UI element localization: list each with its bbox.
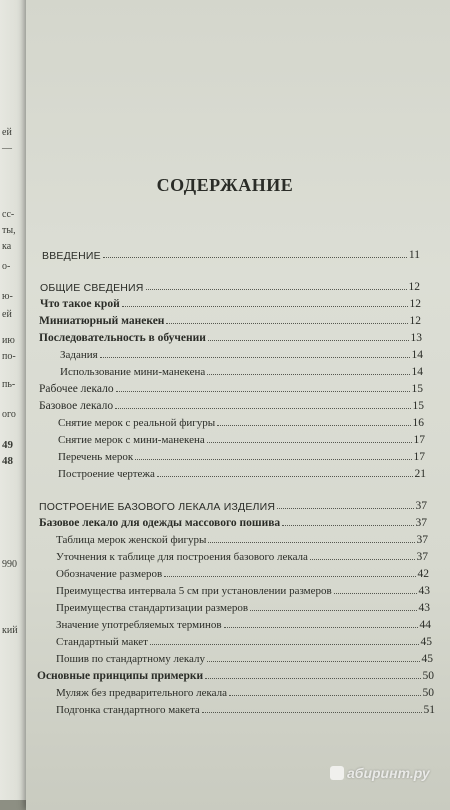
toc-entry-page: 42 bbox=[417, 567, 429, 580]
dot-leader bbox=[122, 306, 408, 307]
toc-entry-label: Снятие мерок с реальной фигуры bbox=[58, 417, 216, 429]
toc-entry bbox=[39, 397, 424, 412]
dot-leader bbox=[202, 712, 422, 713]
dot-leader bbox=[146, 289, 407, 290]
toc-entry bbox=[58, 448, 425, 463]
toc-entry-page: 45 bbox=[421, 652, 433, 665]
toc-entry-page: 13 bbox=[410, 331, 422, 344]
toc-entry bbox=[40, 295, 421, 310]
dot-leader bbox=[166, 323, 407, 324]
toc-entry-page: 16 bbox=[412, 416, 424, 429]
toc-entry bbox=[39, 514, 427, 529]
toc-entry-page: 15 bbox=[412, 399, 424, 412]
dot-leader bbox=[207, 661, 419, 662]
toc-entry-label: Базовое лекало bbox=[39, 399, 114, 412]
toc-entry-label: Построение чертежа bbox=[58, 468, 155, 480]
toc-entry bbox=[39, 329, 422, 344]
toc-entry bbox=[56, 565, 429, 580]
toc-entry bbox=[56, 633, 432, 648]
toc-entry-page: 45 bbox=[420, 635, 432, 648]
dot-leader bbox=[103, 257, 407, 258]
toc-entry-label: ВВЕДЕНИЕ bbox=[42, 249, 101, 262]
toc-entry bbox=[56, 616, 431, 631]
dot-leader bbox=[164, 576, 415, 577]
toc-entry bbox=[37, 667, 434, 682]
toc-entry-label: Преимущества интервала 5 см при установлении размеров bbox=[56, 585, 332, 597]
dot-leader bbox=[229, 695, 421, 696]
dot-leader bbox=[157, 476, 413, 477]
toc-entry bbox=[58, 414, 424, 429]
dot-leader bbox=[224, 627, 418, 628]
toc-entry bbox=[60, 346, 423, 361]
toc-entry-page: 11 bbox=[408, 248, 420, 261]
watermark-text: абиринт.ру bbox=[347, 765, 430, 781]
toc-entry-page: 37 bbox=[416, 533, 428, 546]
toc-entry-label: Последовательность в обучении bbox=[39, 331, 206, 344]
toc-entry bbox=[40, 278, 420, 293]
toc-entry bbox=[58, 465, 426, 480]
toc-entry-label: Основные принципы примерки bbox=[37, 669, 204, 682]
dot-leader bbox=[250, 610, 416, 611]
side-fragment: о- bbox=[2, 261, 11, 272]
toc-entry-label: ПОСТРОЕНИЕ БАЗОВОГО ЛЕКАЛА ИЗДЕЛИЯ bbox=[39, 500, 276, 513]
toc-entry-label: Таблица мерок женской фигуры bbox=[56, 534, 207, 546]
dot-leader bbox=[208, 340, 409, 341]
toc-entry-page: 37 bbox=[416, 550, 428, 563]
side-fragment: пь- bbox=[2, 379, 16, 390]
side-fragment: ей bbox=[2, 309, 12, 320]
toc-entry-label: Стандартный макет bbox=[56, 636, 148, 648]
toc-entry-label: ОБЩИЕ СВЕДЕНИЯ bbox=[40, 281, 144, 294]
toc-entry bbox=[56, 582, 430, 597]
dot-leader bbox=[116, 391, 410, 392]
toc-entry-label: Задания bbox=[60, 349, 98, 361]
toc-entry-label: Значение употребляемых терминов bbox=[56, 619, 222, 631]
toc-entry bbox=[58, 431, 425, 446]
dot-leader bbox=[205, 678, 420, 679]
dot-leader bbox=[207, 442, 412, 443]
toc-entry-label: Миниатюрный манекен bbox=[39, 314, 165, 327]
toc-entry-page: 17 bbox=[413, 433, 425, 446]
side-fragment: 49 bbox=[2, 439, 13, 451]
toc-entry bbox=[39, 497, 427, 512]
toc-entry-page: 37 bbox=[415, 516, 427, 529]
toc-entry bbox=[56, 701, 435, 716]
toc-entry-page: 37 bbox=[415, 499, 427, 512]
toc-entry-label: Обозначение размеров bbox=[56, 568, 163, 580]
toc-entry-page: 12 bbox=[409, 297, 421, 310]
toc-entry-page: 43 bbox=[418, 584, 430, 597]
dot-leader bbox=[277, 508, 413, 509]
dot-leader bbox=[217, 425, 410, 426]
side-fragment: по- bbox=[2, 351, 16, 362]
toc-entry bbox=[56, 650, 433, 665]
toc-entry-label: Использование мини-манекена bbox=[60, 366, 206, 378]
dot-leader bbox=[208, 542, 414, 543]
toc-entry-label: Перечень мерок bbox=[58, 451, 134, 463]
side-fragment: 48 bbox=[2, 455, 13, 467]
toc-entry-page: 44 bbox=[419, 618, 431, 631]
toc-entry-page: 51 bbox=[423, 703, 435, 716]
labirint-logo-icon bbox=[330, 766, 344, 780]
side-fragment: — bbox=[2, 143, 12, 154]
dot-leader bbox=[100, 357, 410, 358]
toc-entry-label: Базовое лекало для одежды массового пошива bbox=[39, 516, 281, 529]
toc-entry-label: Пошив по стандартному лекалу bbox=[56, 653, 206, 665]
watermark bbox=[330, 765, 430, 781]
toc-entry-label: Снятие мерок с мини-манекена bbox=[58, 434, 205, 446]
side-fragment: ей bbox=[2, 127, 12, 138]
side-fragment: сс- bbox=[2, 209, 15, 220]
page-title: СОДЕРЖАНИЕ bbox=[156, 175, 294, 195]
dot-leader bbox=[115, 408, 410, 409]
side-fragment: ка bbox=[2, 241, 12, 252]
dot-leader bbox=[135, 459, 411, 460]
toc-entry-page: 12 bbox=[408, 280, 420, 293]
dot-leader bbox=[334, 593, 417, 594]
side-fragment: 990 bbox=[2, 559, 17, 570]
toc-entry-label: Преимущества стандартизации размеров bbox=[56, 602, 249, 614]
toc-entry-page: 15 bbox=[411, 382, 423, 395]
toc-entry-page: 50 bbox=[422, 686, 434, 699]
toc-entry-page: 17 bbox=[413, 450, 425, 463]
toc-entry-page: 12 bbox=[409, 314, 421, 327]
toc-entry-label: Муляж без предварительного лекала bbox=[56, 687, 227, 699]
toc-entry-label: Рабочее лекало bbox=[39, 382, 114, 395]
toc-entry bbox=[39, 312, 421, 327]
toc-entry-page: 50 bbox=[422, 669, 434, 682]
toc-entry bbox=[42, 246, 420, 261]
side-fragment: ого bbox=[2, 409, 16, 420]
toc-entry bbox=[56, 684, 434, 699]
dot-leader bbox=[282, 525, 413, 526]
toc-entry-page: 14 bbox=[411, 348, 423, 361]
toc-entry bbox=[56, 531, 428, 546]
toc-entry-label: Подгонка стандартного макета bbox=[56, 704, 200, 716]
dot-leader bbox=[150, 644, 419, 645]
toc-entry bbox=[56, 599, 430, 614]
toc-entry-page: 14 bbox=[411, 365, 423, 378]
toc-entry bbox=[39, 380, 423, 395]
toc-entry bbox=[60, 363, 423, 378]
side-fragment: ию bbox=[2, 335, 15, 346]
toc-entry-page: 21 bbox=[414, 467, 426, 480]
toc-entry-label: Что такое крой bbox=[40, 297, 120, 310]
toc-entry-label: Уточнения к таблице для построения базового лекала bbox=[56, 551, 308, 563]
dot-leader bbox=[310, 559, 415, 560]
toc-entry-page: 43 bbox=[418, 601, 430, 614]
toc-entry bbox=[56, 548, 428, 563]
side-fragment: ты, bbox=[2, 225, 16, 236]
side-fragment: кий bbox=[2, 625, 18, 636]
dot-leader bbox=[207, 374, 409, 375]
side-fragment: ю- bbox=[2, 291, 13, 302]
